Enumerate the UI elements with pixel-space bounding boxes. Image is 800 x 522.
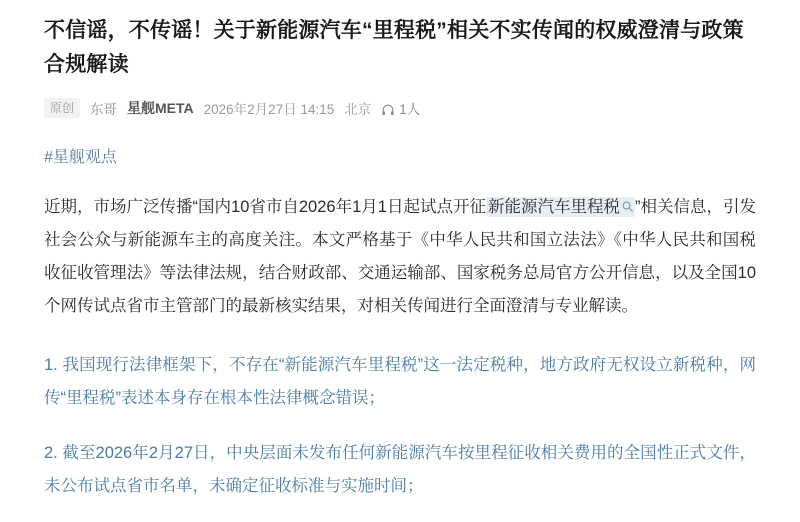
intro-part-1: 近期，市场广泛传播“国内10省市自2026年1月1日起试点开征 — [44, 198, 486, 216]
listen-count-group[interactable] — [381, 98, 420, 118]
author-name[interactable]: 东哥 — [90, 102, 118, 117]
headphone-icon — [381, 103, 395, 117]
keyword-link[interactable] — [486, 197, 635, 217]
original-badge: 原创 — [44, 98, 80, 118]
keyword-link-label: 新能源汽车里程税 — [487, 198, 620, 216]
point-2: 2. 截至2026年2月27日，中央层面未发布任何新能源汽车按里程征收相关费用的全国性正式文件，未公布试点省市名单，未确定征收标准与实施时间； — [44, 444, 756, 495]
topic-tag[interactable]: #星舰观点 — [44, 149, 117, 166]
search-icon — [621, 192, 634, 205]
article-meta — [44, 98, 756, 118]
publish-date: 2026年2月27日 14:15 — [203, 102, 335, 117]
listen-count-label: 1人 — [399, 102, 421, 117]
page-title: 不信谣，不传谣！关于新能源汽车“里程税”相关不实传闻的权威澄清与政策合规解读 — [44, 19, 744, 76]
intro-part-2: ”相关信息，引发社会公众与新能源车主的高度关注。本文严格基于《中华人民共和国立法法》《中华人民共和国税收征收管理法》等法律法规，结合财政部、交通运输部、国家税务总局官方公开信息，以及全国10个网传试点省市主管部门的最新核实结果，对相关传闻进行全面澄清与专业解读。 — [44, 198, 756, 315]
publish-location: 北京 — [344, 102, 372, 117]
point-1: 1. 我国现行法律框架下，不存在“新能源汽车里程税”这一法定税种，地方政府无权设立新税种，网传“里程税”表述本身存在根本性法律概念错误； — [44, 356, 756, 407]
source-name[interactable]: 星舰META — [127, 100, 194, 116]
intro-paragraph — [44, 191, 756, 323]
